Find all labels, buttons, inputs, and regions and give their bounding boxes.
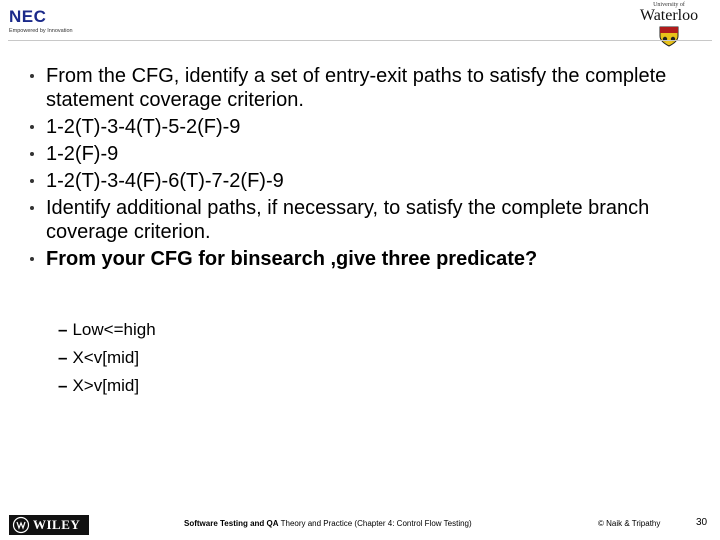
nec-logo-text: NEC bbox=[9, 7, 47, 26]
waterloo-logo-text: Waterloo bbox=[639, 7, 699, 24]
bullet-text: 1-2(F)-9 bbox=[46, 143, 119, 165]
bullet-dot-icon bbox=[30, 257, 34, 261]
sub-bullet-text: Low<=high bbox=[72, 320, 156, 339]
waterloo-crest-icon bbox=[658, 25, 680, 47]
bullet-list bbox=[30, 64, 690, 274]
bullet-dot-icon bbox=[30, 179, 34, 183]
nec-logo bbox=[9, 8, 73, 34]
sub-bullet-item bbox=[58, 320, 156, 339]
dash-marker: – bbox=[58, 376, 68, 395]
bullet-item bbox=[30, 115, 690, 139]
footer-copyright: © Naik & Tripathy bbox=[598, 519, 661, 528]
bullet-dot-icon bbox=[30, 125, 34, 129]
bullet-text: Identify additional paths, if necessary, to satisfy the complete branch coverage criterion. bbox=[46, 197, 650, 243]
bullet-item bbox=[30, 142, 690, 166]
waterloo-logo-small-text: University of bbox=[653, 2, 685, 8]
bullet-text: From the CFG, identify a set of entry-exit paths to satisfy the complete statement coverage criterion. bbox=[46, 65, 667, 111]
footer-book-title-rest: Theory and Practice (Chapter 4: Control Flow Testing) bbox=[278, 519, 472, 528]
dash-marker: – bbox=[58, 320, 68, 339]
footer-book-title bbox=[184, 519, 472, 528]
bullet-item bbox=[30, 169, 690, 193]
nec-tagline: Empowered by Innovation bbox=[9, 28, 73, 34]
bullet-text: 1-2(T)-3-4(T)-5-2(F)-9 bbox=[46, 116, 241, 138]
sub-bullet-text: X>v[mid] bbox=[72, 376, 140, 395]
bullet-text: 1-2(T)-3-4(F)-6(T)-7-2(F)-9 bbox=[46, 170, 284, 192]
bullet-item bbox=[30, 247, 690, 271]
dash-marker: – bbox=[58, 348, 68, 367]
bullet-item bbox=[30, 196, 690, 244]
bullet-dot-icon bbox=[30, 74, 34, 78]
bullet-item bbox=[30, 64, 690, 112]
wiley-emblem-icon bbox=[12, 516, 30, 534]
bullet-dot-icon bbox=[30, 152, 34, 156]
bullet-text: From your CFG for binsearch ,give three predicate? bbox=[46, 248, 538, 270]
header-divider bbox=[8, 40, 712, 41]
wiley-logo bbox=[9, 515, 89, 535]
sub-bullet-item bbox=[58, 376, 156, 395]
waterloo-logo bbox=[626, 2, 712, 52]
sub-bullet-item bbox=[58, 348, 156, 367]
bullet-dot-icon bbox=[30, 206, 34, 210]
page-number: 30 bbox=[696, 517, 708, 528]
sub-bullet-list bbox=[58, 320, 156, 404]
footer-book-title-bold: Software Testing and QA bbox=[184, 519, 279, 528]
wiley-logo-text: WILEY bbox=[33, 517, 81, 532]
sub-bullet-text: X<v[mid] bbox=[72, 348, 140, 367]
